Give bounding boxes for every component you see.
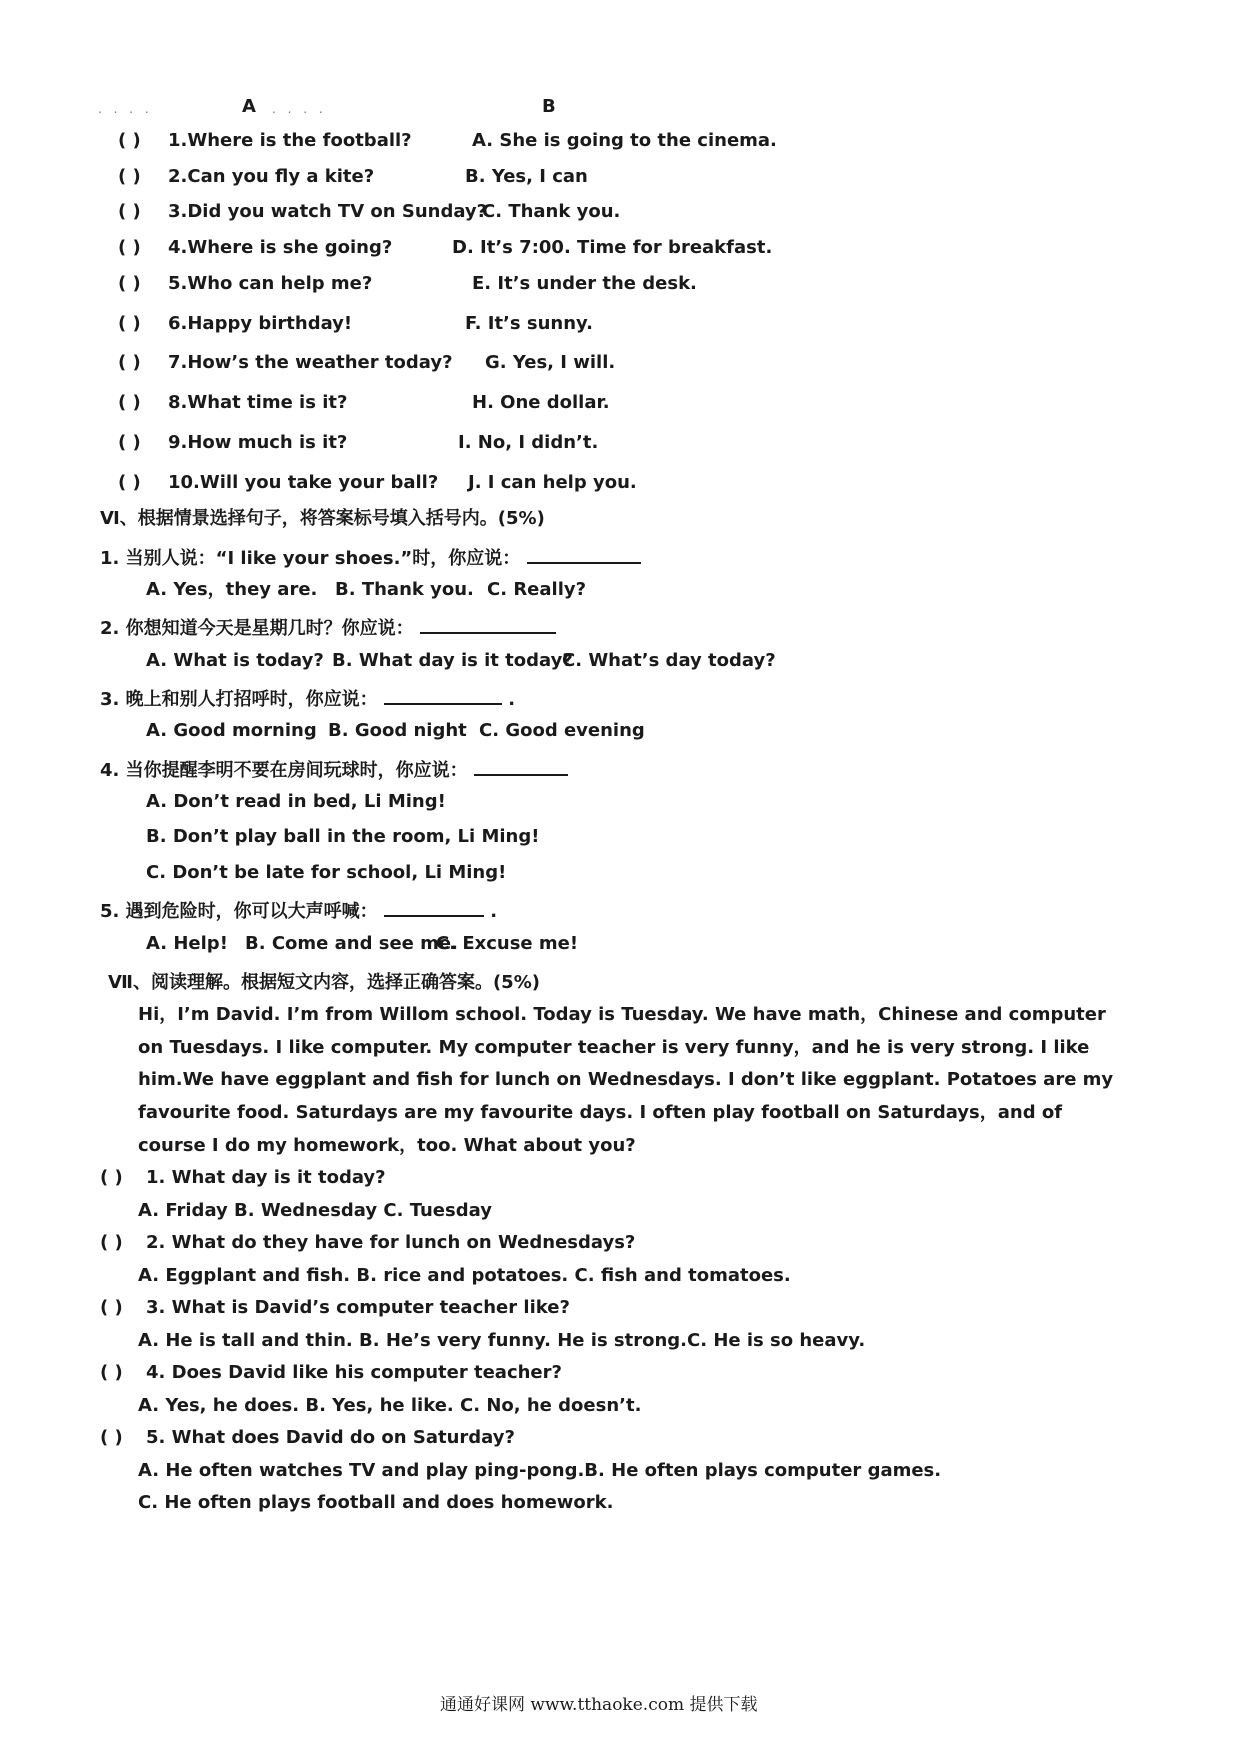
match-answer: F. It’s sunny. xyxy=(465,313,593,334)
answer-blank[interactable] xyxy=(384,897,484,917)
match-answer: I. No, I didn’t. xyxy=(458,432,599,453)
answer-blank[interactable] xyxy=(384,685,502,705)
answer-blank[interactable] xyxy=(527,544,641,564)
reading-options: A. Friday B. Wednesday C. Tuesday xyxy=(138,1200,492,1221)
match-answer: D. It’s 7:00. Time for breakfast. xyxy=(452,237,773,258)
answer-bracket[interactable]: ( ) xyxy=(118,273,141,294)
stem-tail: . xyxy=(490,901,498,922)
question-text: 5. 遇到危险时，你可以大声呼喊： xyxy=(100,901,378,922)
match-question: 6.Happy birthday! xyxy=(168,313,353,334)
match-answer: E. It’s under the desk. xyxy=(472,273,697,294)
match-question: 10.Will you take your ball? xyxy=(168,472,439,493)
match-question: 1.Where is the football? xyxy=(168,130,412,151)
passage-line: favourite food. Saturdays are my favourite days. I often play football on Saturdays，and of xyxy=(138,1102,1063,1123)
answer-bracket[interactable]: ( ) xyxy=(118,392,141,413)
reading-question: 1. What day is it today? xyxy=(146,1167,386,1188)
match-question: 4.Where is she going? xyxy=(168,237,393,258)
option: A. Don’t read in bed, Li Ming! xyxy=(146,791,446,812)
option: A. Yes，they are. xyxy=(146,579,318,600)
footer-credit: 通通好课网 www.tthaoke.com 提供下载 xyxy=(440,1695,758,1715)
passage-line: Hi，I’m David. I’m from Willom school. Today is Tuesday. We have math，Chinese and computer xyxy=(138,1004,1106,1025)
option: C. Really? xyxy=(487,579,587,600)
match-question: 2.Can you fly a kite? xyxy=(168,166,375,187)
answer-bracket[interactable]: ( ) xyxy=(118,130,141,151)
match-question: 5.Who can help me? xyxy=(168,273,373,294)
question-stem xyxy=(100,544,641,570)
answer-bracket[interactable]: ( ) xyxy=(100,1427,123,1448)
question-stem xyxy=(100,685,515,711)
passage-line: on Tuesdays. I like computer. My computer teacher is very funny，and he is very strong. I like xyxy=(138,1037,1090,1058)
leader-dots: . . . . xyxy=(272,102,327,116)
match-answer: C. Thank you. xyxy=(482,201,621,222)
answer-bracket[interactable]: ( ) xyxy=(118,201,141,222)
answer-blank[interactable] xyxy=(474,756,568,776)
reading-question: 5. What does David do on Saturday? xyxy=(146,1427,515,1448)
reading-question: 3. What is David’s computer teacher like? xyxy=(146,1297,570,1318)
section-title: Ⅶ、阅读理解。根据短文内容，选择正确答案。(5%) xyxy=(108,972,540,993)
option: C. Excuse me! xyxy=(436,933,579,954)
option: B. What day is it today? xyxy=(332,650,573,671)
stem-tail: . xyxy=(508,689,516,710)
question-text: 1. 当别人说：“I like your shoes.”时，你应说： xyxy=(100,548,521,569)
leader-dots: . . . . xyxy=(98,102,153,116)
match-question: 9.How much is it? xyxy=(168,432,348,453)
option: B. Come and see me. xyxy=(245,933,458,954)
passage-line: him.We have eggplant and fish for lunch on Wednesdays. I don’t like eggplant. Potatoes are my xyxy=(138,1069,1114,1090)
option: A. Help! xyxy=(146,933,228,954)
answer-bracket[interactable]: ( ) xyxy=(118,313,141,334)
answer-bracket[interactable]: ( ) xyxy=(100,1232,123,1253)
question-text: 3. 晚上和别人打招呼时，你应说： xyxy=(100,689,378,710)
answer-bracket[interactable]: ( ) xyxy=(118,237,141,258)
option: A. Good morning xyxy=(146,720,317,741)
option: B. Thank you. xyxy=(335,579,474,600)
option: C. Good evening xyxy=(479,720,645,741)
reading-options: A. He often watches TV and play ping-pong.B. He often plays computer games. xyxy=(138,1460,942,1481)
reading-options: C. He often plays football and does homework. xyxy=(138,1492,614,1513)
match-question: 8.What time is it? xyxy=(168,392,348,413)
match-answer: A. She is going to the cinema. xyxy=(472,130,777,151)
reading-question: 4. Does David like his computer teacher? xyxy=(146,1362,562,1383)
answer-bracket[interactable]: ( ) xyxy=(118,352,141,373)
match-answer: B. Yes, I can xyxy=(465,166,588,187)
section-title: Ⅵ、根据情景选择句子，将答案标号填入括号内。(5%) xyxy=(100,508,545,529)
match-question: 7.How’s the weather today? xyxy=(168,352,453,373)
answer-blank[interactable] xyxy=(420,614,556,634)
question-text: 4. 当你提醒李明不要在房间玩球时，你应说： xyxy=(100,760,468,781)
column-b-label: B xyxy=(542,96,556,117)
option: B. Good night xyxy=(328,720,467,741)
option: A. What is today? xyxy=(146,650,324,671)
answer-bracket[interactable]: ( ) xyxy=(118,472,141,493)
question-stem xyxy=(100,756,568,782)
answer-bracket[interactable]: ( ) xyxy=(118,166,141,187)
match-answer: J. I can help you. xyxy=(468,472,637,493)
option: B. Don’t play ball in the room, Li Ming! xyxy=(146,826,540,847)
reading-question: 2. What do they have for lunch on Wednesdays? xyxy=(146,1232,636,1253)
question-stem xyxy=(100,614,556,640)
answer-bracket[interactable]: ( ) xyxy=(118,432,141,453)
column-a-label: A xyxy=(242,96,256,117)
question-text: 2. 你想知道今天是星期几时？你应说： xyxy=(100,618,414,639)
answer-bracket[interactable]: ( ) xyxy=(100,1167,123,1188)
reading-options: A. He is tall and thin. B. He’s very funny. He is strong.C. He is so heavy. xyxy=(138,1330,866,1351)
question-stem xyxy=(100,897,497,923)
match-answer: H. One dollar. xyxy=(472,392,610,413)
match-question: 3.Did you watch TV on Sunday? xyxy=(168,201,488,222)
answer-bracket[interactable]: ( ) xyxy=(100,1362,123,1383)
answer-bracket[interactable]: ( ) xyxy=(100,1297,123,1318)
reading-options: A. Yes, he does. B. Yes, he like. C. No, he doesn’t. xyxy=(138,1395,642,1416)
match-answer: G. Yes, I will. xyxy=(485,352,616,373)
reading-options: A. Eggplant and fish. B. rice and potatoes. C. fish and tomatoes. xyxy=(138,1265,791,1286)
passage-line: course I do my homework，too. What about you? xyxy=(138,1135,636,1156)
option: C. What’s day today? xyxy=(562,650,776,671)
option: C. Don’t be late for school, Li Ming! xyxy=(146,862,507,883)
